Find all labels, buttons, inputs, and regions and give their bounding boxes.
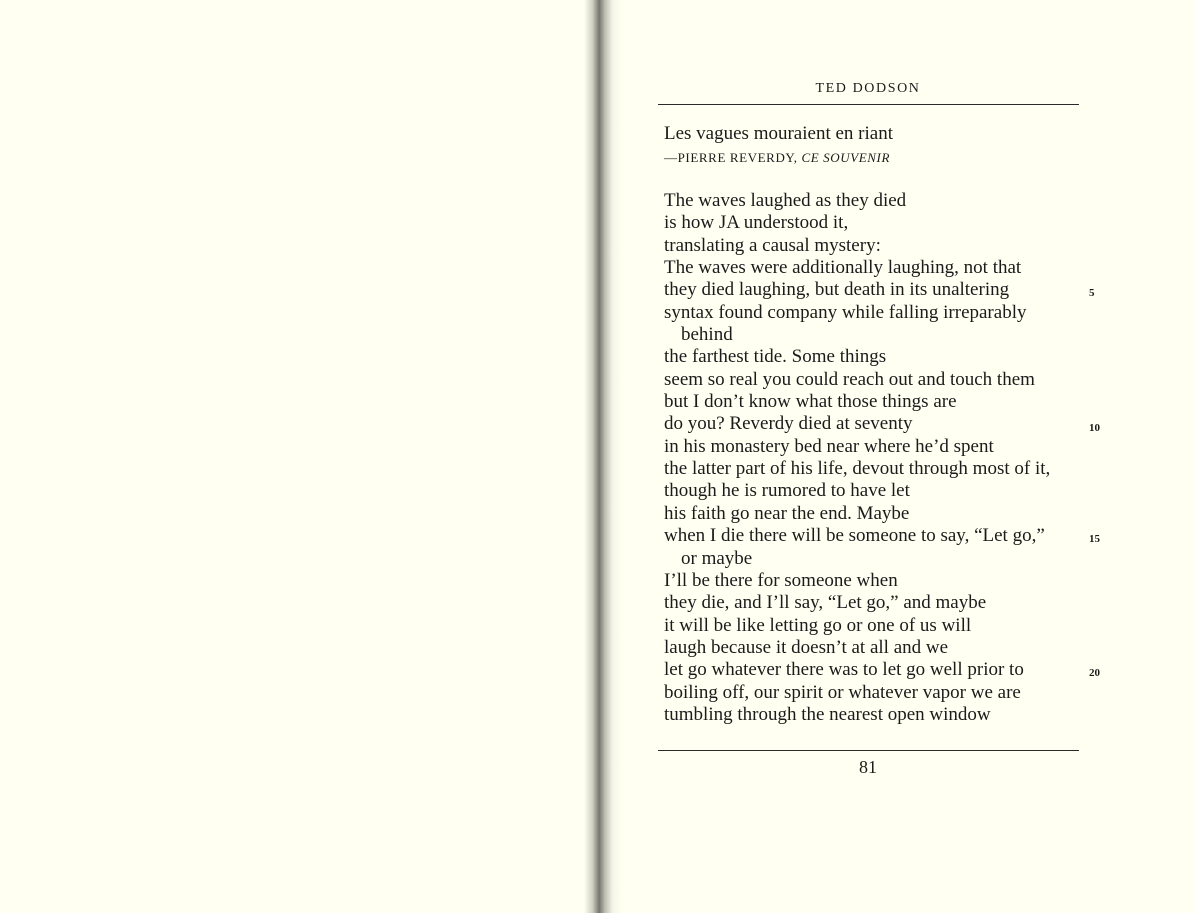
poem-line: The waves laughed as they died [664,190,907,211]
poem-line: but I don’t know what those things are [664,391,957,413]
line-number-15: 15 [1089,533,1100,545]
poem-line: the latter part of his life, devout through most of it, [664,458,1051,480]
poem-line: his faith go near the end. Maybe [664,502,910,524]
poem-line: it will be like letting go or one of us will [664,614,972,636]
poem-line: when I die there will be someone to say, “Let go,” [664,525,1045,547]
poem-line: is how JA understood it, [664,212,849,234]
poem-line: tumbling through the nearest open window [664,703,991,725]
poem-line: they died laughing, but death in its unaltering [664,279,1010,301]
poem-line-turnover: or maybe [681,547,753,569]
poem-line: the farthest tide. Some things [664,346,887,368]
epigraph-author: —PIERRE REVERDY, [664,150,802,165]
header-rule [658,104,1079,105]
poem-line: translating a causal mystery: [664,234,881,256]
epigraph-work-title: CE SOUVENIR [801,150,891,165]
poem-line: syntax found company while falling irreparably [664,301,1027,323]
poem-line: they die, and I’ll say, “Let go,” and maybe [664,592,987,614]
footer-rule [658,750,1079,751]
line-number-10: 10 [1089,422,1100,434]
poem-line: I’ll be there for someone when [664,569,898,591]
poem-line: seem so real you could reach out and touch them [664,368,1035,390]
poem-line: in his monastery bed near where he’d spent [664,435,994,457]
poem-line: do you? Reverdy died at seventy [664,413,913,435]
poem-line: The waves were additionally laughing, not that [664,257,1022,279]
epigraph-quote: Les vagues mouraient en riant [664,123,893,144]
poem-line: though he is rumored to have let [664,480,910,502]
poem-line: laugh because it doesn’t at all and we [664,636,949,658]
running-head-author: TED DODSON [815,81,921,96]
book-gutter-shadow [584,0,622,913]
poem-line: boiling off, our spirit or whatever vapor we are [664,681,1021,703]
poem-line: let go whatever there was to let go well prior to [664,659,1024,681]
poem-body [664,190,1084,726]
epigraph-attribution [664,150,890,166]
poem-line-turnover: behind [681,324,733,346]
line-number-20: 20 [1089,667,1100,679]
page-number: 81 [859,757,877,777]
left-blank-page [0,0,588,913]
line-number-5: 5 [1089,287,1095,299]
